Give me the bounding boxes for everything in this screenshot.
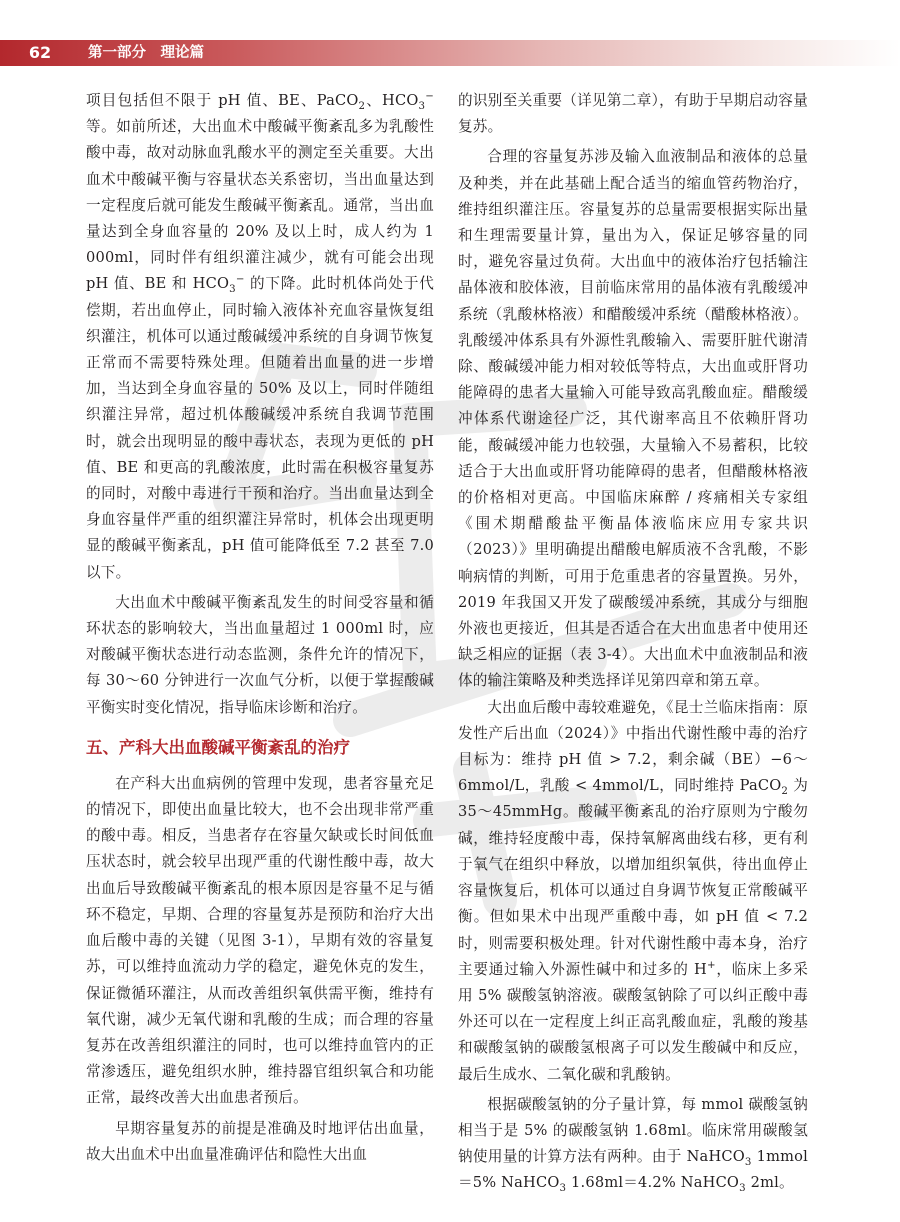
paragraph: 根据碳酸氢钠的分子量计算，每 mmol 碳酸氢钠相当于是 5% 的碳酸氢钠 1.68ml。临床常用碳酸氢钠使用量的计算方法有两种。由于 NaHCO$_3$ 1mmol＝5% NaHCO$_3$ 1.68ml＝4.2% NaHCO$_3$ 2ml。 xyxy=(458,1095,808,1195)
paragraph: 的识别至关重要（详见第二章），有助于早期启动容量复苏。 xyxy=(458,92,808,136)
paragraph: 早期容量复苏的前提是准确及时地评估出血量，故大出血术中出血量准确评估和隐性大出血 xyxy=(86,1119,434,1163)
paragraph: 大出血后酸中毒较难避免，《昆士兰临床指南：原发性产后出血（2024）》中指出代谢性酸中毒的治疗目标为：维持 pH 值 > 7.2，剩余碱（BE）−6～6mmol/L，乳酸 < 4mmol/L，同时维持 PaCO$_2$ 为 35～45mmHg。酸碱平衡紊乱的治疗原则为宁酸勿碱，维持轻度酸中毒，保持氧解离曲线右移，更有利于氧气在组织中释放，以增加组织氧供，待出血停止容量恢复后，机体可以通过自身调节恢复正常酸碱平衡。但如果术中出现严重酸中毒，如 pH 值 < 7.2 时，则需要积极处理。针对代谢性酸中毒本身，治疗主要通过输入外源性碱中和过多的 H+，临床上多采用 5% 碳酸氢钠溶液。碳酸氢钠除了可以纠正酸中毒外还可以在一定程度上纠正高乳酸血症，乳酸的羧基和碳酸氢钠的碳酸氢根离子可以发生酸碱中和反应，最后生成水、二氧化碳和乳酸钠。 xyxy=(458,698,808,1083)
paragraph: 项目包括但不限于 pH 值、BE、PaCO$_2$、$HCO_3^-$ 等。如前所述，大出血术中酸碱平衡紊乱多为乳酸性酸中毒，故对动脉血乳酸水平的测定至关重要。大出血术中酸碱平衡与容量状态关系密切，当出血量达到一定程度后就可能发生酸碱平衡紊乱。通常，当出血量达到全身血容量的 20% 及以上时，成人约为 1 000ml，同时伴有组织灌注减少，就有可能会出现 pH 值、BE 和 $HCO_3^-$ 的下降。此时机体尚处于代偿期，若出血停止，同时输入液体补充血容量恢复组织灌注，机体可以通过酸碱缓冲系统的自身调节恢复正常而不需要特殊处理。但随着出血量的进一步增加，当达到全身血容量的 50% 及以上，同时伴随组织灌注异常，超过机体酸碱缓冲系统自我调节范围时，就会出现明显的酸中毒状态，表现为更低的 pH 值、BE 和更高的乳酸浓度，此时需在积极容量复苏的同时，对酸中毒进行干预和治疗。当出血量达到全身血容量伴严重的组织灌注异常时，机体会出现更明显的酸碱平衡紊乱，pH 值可能降低至 7.2 甚至 7.0 以下。 xyxy=(86,91,434,581)
paragraph: 在产科大出血病例的管理中发现，患者容量充足的情况下，即使出血量比较大，也不会出现非常严重的酸中毒。相反，当患者存在容量欠缺或长时间低血压状态时，就会较早出现严重的代谢性酸中毒，故大出血后导致酸碱平衡紊乱的根本原因是容量不足与循环不稳定，早期、合理的容量复苏是预防和治疗大出血后酸中毒的关键（见图 3-1），早期有效的容量复苏，可以维持血流动力学的稳定，避免休克的发生，保证微循环灌注，从而改善组织氧供需平衡，维持有氧代谢，减少无氧代谢和乳酸的生成；而合理的容量复苏在改善组织灌注的同时，也可以维持血管内的正常渗透压，避免组织水肿，维持器官组织氧合和功能正常，最终改善大出血患者预后。 xyxy=(86,774,434,1107)
paragraph: 大出血术中酸碱平衡紊乱发生的时间受容量和循环状态的影响较大，当出血量超过 1 000ml 时，应对酸碱平衡状态进行动态监测，条件允许的情况下，每 30～60 分钟进行一次血气分析，以便于掌握酸碱平衡实时变化情况，指导临床诊断和治疗。 xyxy=(86,593,434,716)
right-column xyxy=(458,88,808,1197)
left-column xyxy=(86,88,434,1168)
section-heading: 五、产科大出血酸碱平衡紊乱的治疗 xyxy=(86,737,350,757)
page-header xyxy=(0,0,900,66)
paragraph: 合理的容量复苏涉及输入血液制品和液体的总量及种类，并在此基础上配合适当的缩血管药物治疗，维持组织灌注压。容量复苏的总量需要根据实际出量和生理需要量计算，量出为入，保证足够容量的同时，避免容量过负荷。大出血中的液体治疗包括输注晶体液和胶体液，目前临床常用的晶体液有乳酸缓冲系统（乳酸林格液）和醋酸缓冲系统（醋酸林格液）。乳酸缓冲体系具有外源性乳酸输入、需要肝脏代谢清除、酸碱缓冲能力相对较低等特点，大出血或肝肾功能障碍的患者大量输入可能导致高乳酸血症。醋酸缓冲体系代谢途径广泛，其代谢率高且不依赖肝肾功能，酸碱缓冲能力也较强，大量输入不易蓄积，比较适合于大出血或肝肾功能障碍的患者，但醋酸林格液的价格相对更高。中国临床麻醉 / 疼痛相关专家组《围术期醋酸盐平衡晶体液临床应用专家共识（2023）》里明确提出醋酸电解质液不含乳酸，不影响病情的判断，可用于危重患者的容量置换。另外，2019 年我国又开发了碳酸缓冲系统，其成分与细胞外液也更接近，但其是否适合在大出血患者中使用还缺乏相应的证据（表 3-4）。大出血术中血液制品和液体的输注策略及种类选择详见第四章和第五章。 xyxy=(458,148,808,690)
part-title: 第一部分 理论篇 xyxy=(88,45,204,61)
page-number: 62 xyxy=(28,43,52,62)
